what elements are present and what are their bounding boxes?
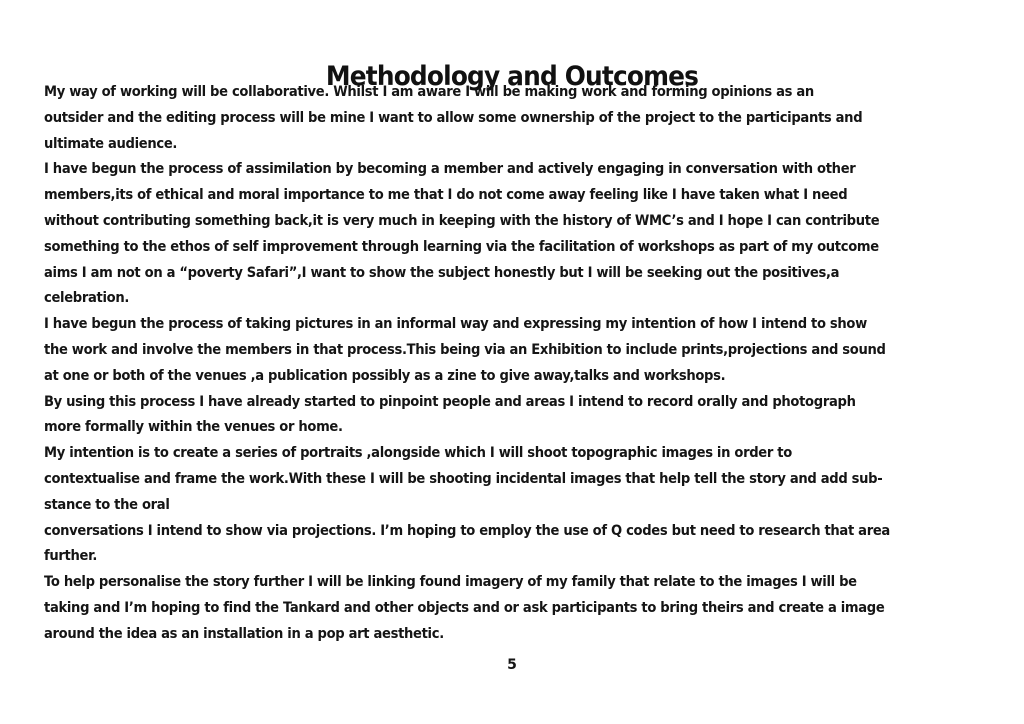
page-title: Methodology and Outcomes <box>325 61 699 93</box>
text-line: around the idea as an installation in a pop art aesthetic. <box>44 625 444 642</box>
text-line: I have begun the process of taking pictures in an informal way and expressing my intention of how I intend to show <box>44 316 867 333</box>
text-line: My way of working will be collaborative. Whilst I am aware I will be making work and forming opinions as an <box>44 84 814 100</box>
body-text <box>44 80 1004 648</box>
text-line: taking and I’m hoping to find the Tankard and other objects and or ask participants to bring theirs and create a image <box>44 599 885 616</box>
page-number: 5 <box>507 657 517 673</box>
text-line: something to the ethos of self improvement through learning via the facilitation of workshops as part of my outcome <box>44 238 879 255</box>
text-line: without contributing something back,it is very much in keeping with the history of WMC’s and I hope I can contribute <box>44 212 880 229</box>
text-line: conversations I intend to show via projections. I’m hoping to employ the use of Q codes but need to research that area <box>44 522 890 539</box>
text-line: By using this process I have already started to pinpoint people and areas I intend to record orally and photograph <box>44 393 856 410</box>
text-line: ultimate audience. <box>44 135 178 152</box>
text-line: stance to the oral <box>44 496 170 513</box>
text-line: My intention is to create a series of portraits ,alongside which I will shoot topographic images in order to <box>44 445 792 462</box>
text-line: celebration. <box>44 290 130 307</box>
text-line: at one or both of the venues ,a publication possibly as a zine to give away,talks and workshops. <box>44 367 726 384</box>
text-line: further. <box>44 548 98 565</box>
text-line: aims I am not on a “poverty Safari”,I want to show the subject honestly but I will be seeking out the positives,a <box>44 264 840 281</box>
text-line: outsider and the editing process will be mine I want to allow some ownership of the project to the participants and <box>44 109 863 126</box>
text-line: members,its of ethical and moral importance to me that I do not come away feeling like I have taken what I need <box>44 187 848 204</box>
text-line: contextualise and frame the work.With these I will be shooting incidental images that help tell the story and add sub- <box>44 470 883 487</box>
text-line: more formally within the venues or home. <box>44 419 343 436</box>
text-line: To help personalise the story further I will be linking found imagery of my family that relate to the images I will be <box>44 574 857 591</box>
text-line: the work and involve the members in that process.This being via an Exhibition to include prints,projections and sound <box>44 341 886 358</box>
text-line: I have begun the process of assimilation by becoming a member and actively engaging in conversation with other <box>44 161 856 178</box>
